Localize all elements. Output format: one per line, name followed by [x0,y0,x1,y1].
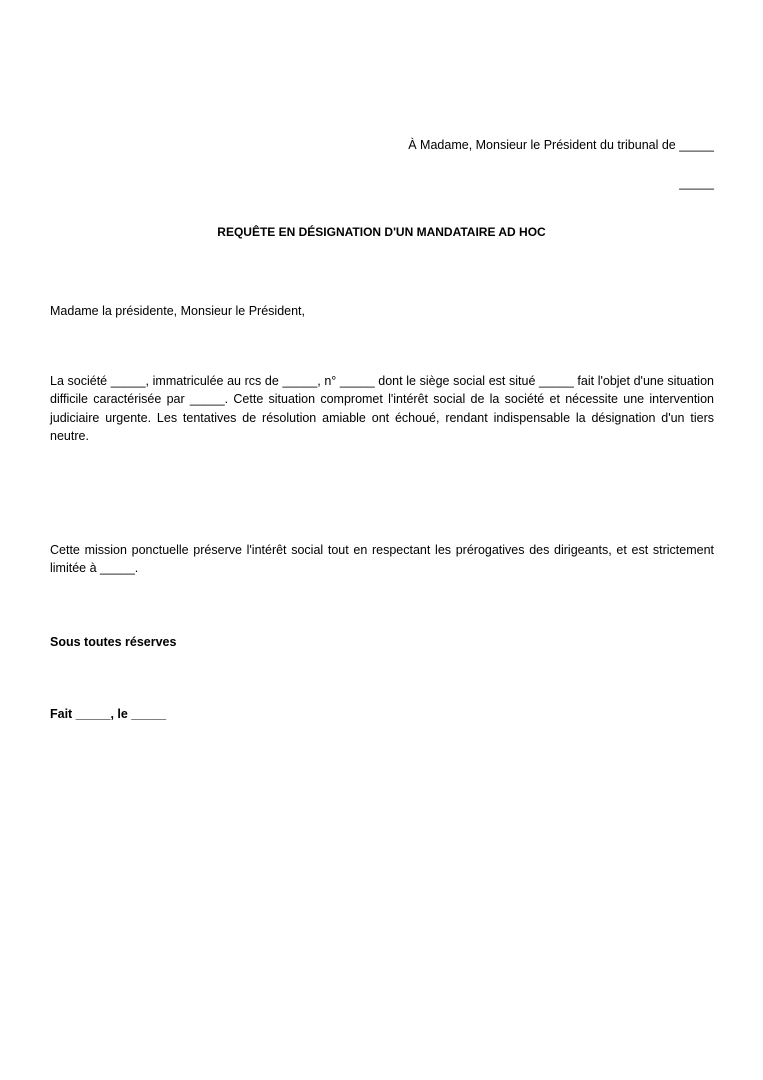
paragraph-mission: Cette mission ponctuelle préserve l'intérêt social tout en respectant les prérogatives des dirigeants, et est strictement limitée à _____. [50,543,714,576]
salutation: Madame la présidente, Monsieur le Président, [50,304,305,318]
addressee-line: À Madame, Monsieur le Président du tribunal de _____ [408,138,714,152]
reserves-clause: Sous toutes réserves [50,635,177,649]
document-title: REQUÊTE EN DÉSIGNATION D'UN MANDATAIRE AD HOC [217,225,546,239]
paragraph-situation: La société _____, immatriculée au rcs de _____, n° _____ dont le siège social est situé _____ fait l'objet d'une situation difficile caractérisée par _____. Cette situation compromet l'intérêt social de la société et nécessite une intervention judiciaire urgente. Les tentatives de résolution amiable ont échoué, rendant indispensable la désignation d'un tiers neutre. [50,374,714,443]
signature-line: Fait _____, le _____ [50,707,167,721]
addressee-blank-line: _____ [679,176,714,190]
